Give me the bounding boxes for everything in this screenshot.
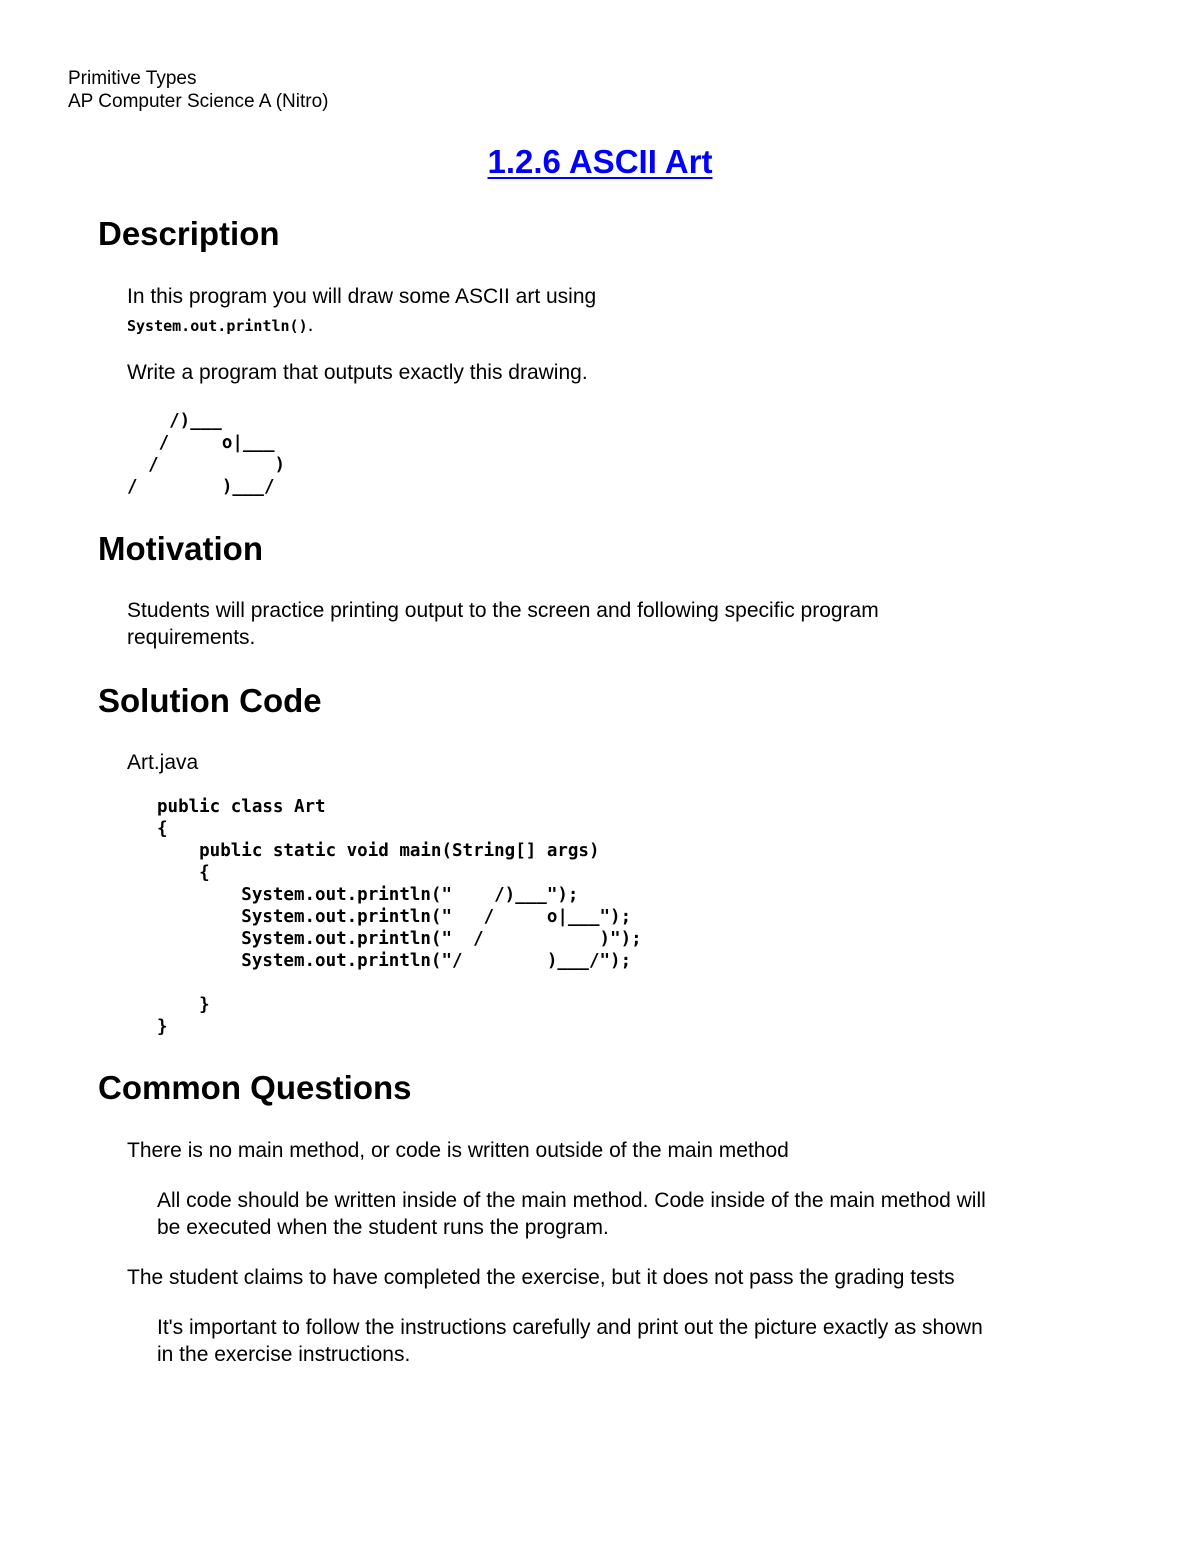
- solution-heading: Solution Code: [98, 682, 322, 719]
- motivation-line-1: Students will practice printing output to the screen and following specific program: [127, 599, 879, 622]
- description-instruction: Write a program that outputs exactly this drawing.: [127, 361, 588, 384]
- common-questions-heading: Common Questions: [98, 1069, 412, 1106]
- solution-code-block: public class Art { public static void main(String[] args) { System.out.println(" /)___"); System.out.println(" / o|___"); System.out.println(" / )"); System.out.println("/ )___/"); } }: [157, 797, 642, 1037]
- page-title: [0, 142, 1200, 182]
- answer-2-line-1: It's important to follow the instructions carefully and print out the picture exactly as shown: [157, 1316, 983, 1339]
- motivation-heading: Motivation: [98, 530, 263, 567]
- description-intro-code-line: [127, 311, 313, 340]
- question-2: The student claims to have completed the exercise, but it does not pass the grading tests: [127, 1266, 955, 1289]
- intro-period: .: [307, 313, 314, 336]
- description-heading: Description: [98, 215, 280, 252]
- answer-2-line-2: in the exercise instructions.: [157, 1343, 411, 1366]
- header-course-name: AP Computer Science A (Nitro): [68, 91, 329, 112]
- solution-filename: Art.java: [127, 751, 199, 774]
- println-code: System.out.println(): [127, 317, 308, 335]
- header-course-topic: Primitive Types: [68, 68, 197, 89]
- motivation-line-2: requirements.: [127, 626, 256, 649]
- description-intro-text: In this program you will draw some ASCII art using: [127, 285, 597, 308]
- question-1: There is no main method, or code is written outside of the main method: [127, 1139, 789, 1162]
- ascii-art-drawing: /)___ / o|___ / ) / )___/: [127, 411, 286, 497]
- title-link[interactable]: 1.2.6 ASCII Art: [487, 143, 713, 180]
- answer-1-line-2: be executed when the student runs the program.: [157, 1216, 609, 1239]
- answer-1-line-1: All code should be written inside of the main method. Code inside of the main method will: [157, 1189, 986, 1212]
